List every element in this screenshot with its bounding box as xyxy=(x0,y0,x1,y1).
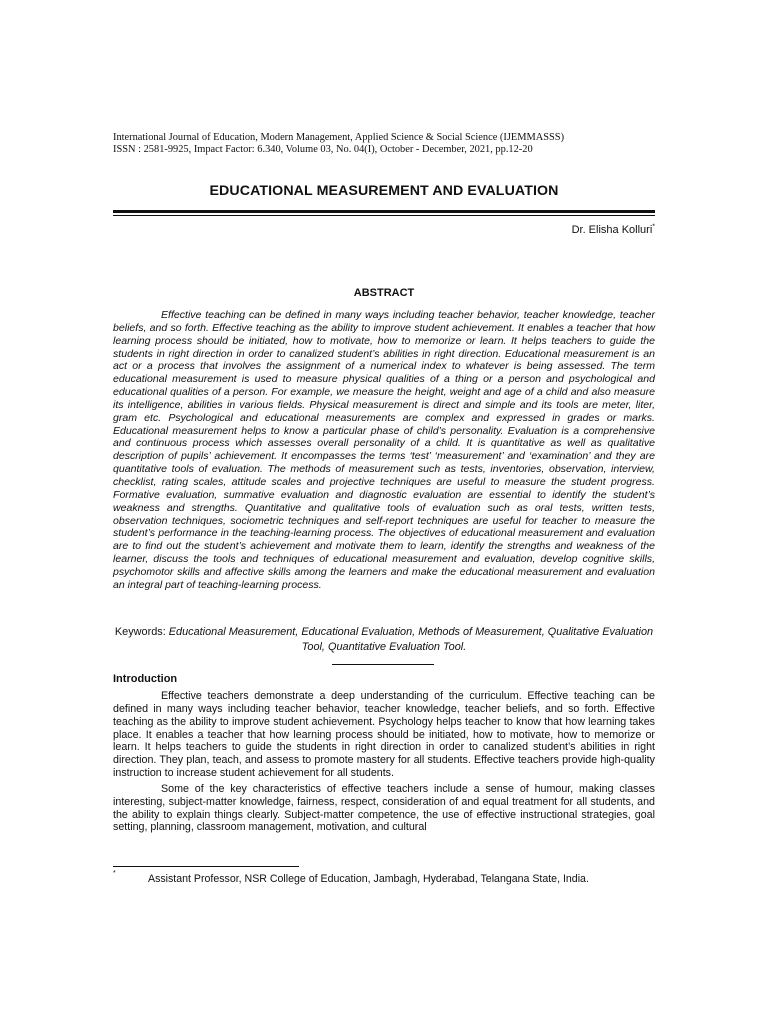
journal-issn-line: ISSN : 2581-9925, Impact Factor: 6.340, Volume 03, No. 04(I), October - December, 2021, pp.12-20 xyxy=(113,144,533,155)
introduction-paragraph-2: Some of the key characteristics of effective teachers include a sense of humour, making classes interesting, subject-matter knowledge, fairness, respect, consideration of and equal treatment for all students, and the ability to explain things clearly. Subject-matter competence, the use of effective instructional strategies, goal setting, planning, classroom management, motivation, and cultural xyxy=(113,782,655,834)
introduction-paragraph-1: Effective teachers demonstrate a deep understanding of the curriculum. Effective teaching can be defined in many ways including teacher behavior, teacher knowledge, teacher beliefs, and so forth. Effective teaching as the ability to improve student achievement. Psychology helps teacher to know that how learning takes place. It enables a teacher that how learning process should be initiated, how to motivate, how to memorize or learn. It helps teachers to guide the students in right direction in order to canalized student’s abilities in right direction. They plan, teach, and assess to promote mastery for all students. Effective teachers provide high-quality instruction to increase student achievement for all students. xyxy=(113,690,655,780)
keywords-label: Keywords: xyxy=(114,626,166,638)
footnote-text: Assistant Professor, NSR College of Education, Jambagh, Hyderabad, Telangana State, India. xyxy=(148,873,589,885)
abstract-text: Effective teaching can be defined in many ways including teacher behavior, teacher knowledge, teacher beliefs, and so forth. Effective teaching as the ability to improve student achievement. It enables a teacher that how learning process should be initiated, how to motivate, how to memorize or learn. It helps teachers to guide the students in right direction in order to canalized student’s abilities in right direction. Educational measurement is an act or a process that involves the assignment of a numerical index to whatever is being assessed. The term educational measurement is used to measure physical qualities of a thing or a person and psychological and educational qualities of a person. For example, we measure the height, weight and age of a child and also measure its intelligence, abilities in various fields. Physical measurement is direct and simple and its tools are meter, liter, gram etc. Psychological and educational measurements are complex and expressed in grades or marks. Educational measurement helps to know a particular phase of child’s personality. Evaluation is a comprehensive and continuous process which assesses overall personality of a child. It is quantitative as well as qualitative description of pupils’ achievement. It encompasses the terms ‘test’ ‘measurement’ and ‘examination’ and they are quantitative tools of evaluation. The methods of measurement such as tests, inventories, observation, interview, checklist, rating scales, attitude scales and projective techniques are useful to measure the student progress. Formative evaluation, summative evaluation and diagnostic evaluation are essential to identify the student’s weakness and strengths. Quantitative and qualitative tools of evaluation such as oral tests, written tests, observation techniques, sociometric techniques and self-report techniques are useful for teacher to measure the student’s performance in the teaching-learning process. The objectives of educational measurement and evaluation are to find out the student’s achievement and motivate them to learn, identify the strengths and weakness of the learner, discuss the tools and techniques of educational measurement and evaluation, develop cognitive skills, psychomotor skills and affective skills among the learners and make the educational measurement and evaluation an integral part of teaching-learning process. xyxy=(113,309,655,591)
title-rule-thick xyxy=(113,210,655,213)
author-footnote-mark: * xyxy=(652,223,655,231)
footnote-separator xyxy=(113,866,299,867)
title-rule-thin xyxy=(113,215,655,216)
author-line xyxy=(572,224,655,236)
introduction-body xyxy=(113,690,655,834)
keywords-block xyxy=(113,625,655,655)
paper-title: EDUCATIONAL MEASUREMENT AND EVALUATION xyxy=(209,183,559,199)
footnote-mark: * xyxy=(113,870,116,877)
journal-title-line: International Journal of Education, Modern Management, Applied Science & Social Science (IJEMMASSS) xyxy=(113,132,565,143)
keywords-text: Educational Measurement, Educational Evaluation, Methods of Measurement, Qualitative Evaluation Tool, Quantitative Evaluation Tool. xyxy=(168,626,654,653)
keywords-separator xyxy=(332,664,434,665)
journal-header xyxy=(113,132,673,156)
author-name: Dr. Elisha Kolluri xyxy=(571,224,653,236)
introduction-heading: Introduction xyxy=(113,673,178,685)
abstract-heading: ABSTRACT xyxy=(353,287,415,299)
